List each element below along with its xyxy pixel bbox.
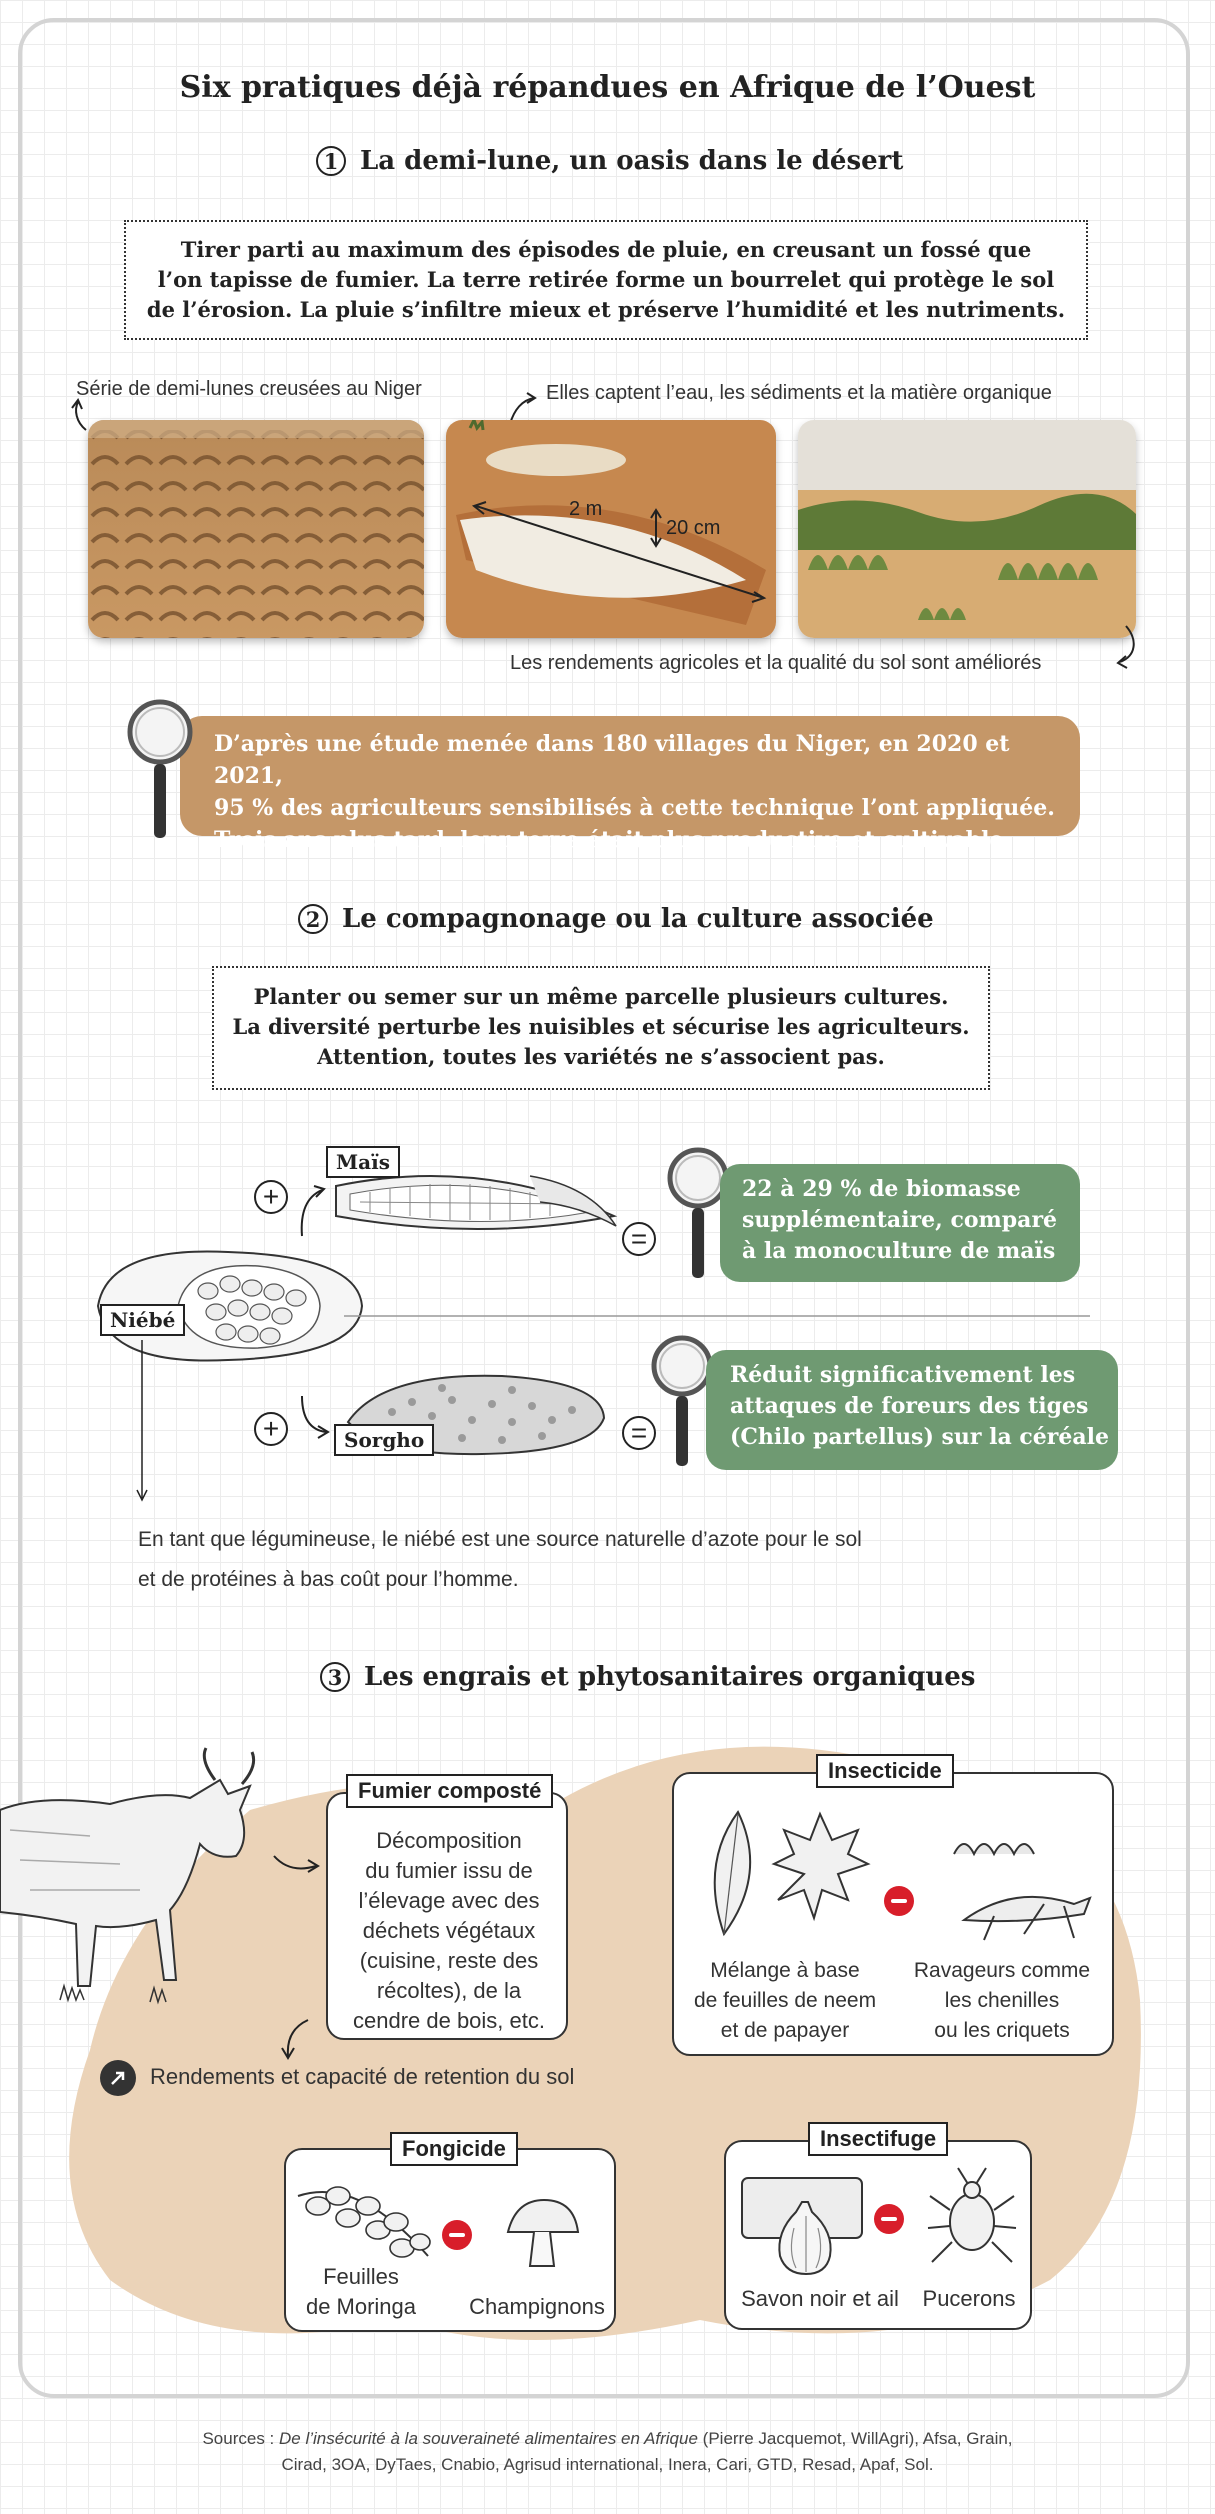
section2-intro-line: La diversité perturbe les nuisibles et sécurise les agriculteurs. [232,1014,970,1039]
result-sorgho-line: attaques de foreurs des tiges [730,1393,1089,1419]
section2-intro-line: Attention, toutes les variétés ne s’associent pas. [317,1044,885,1069]
mushroom-icon [498,2194,588,2274]
fumier-line: du fumier issu de [365,1858,533,1883]
insectifuge-card [724,2140,1032,2330]
section1-intro-line: l’on tapisse de fumier. La terre retirée forme un bourrelet qui protège le sol [157,267,1055,292]
fumier-line: Décomposition [376,1828,522,1853]
caption-captent-eau: Elles captent l’eau, les sédiments et la matière organique [546,382,1052,404]
equals-icon: = [622,1416,656,1450]
minus-icon [874,2204,904,2234]
fumier-line: récoltes), de la [376,1978,522,2003]
soap-garlic-illustration [736,2172,876,2282]
arrow-zebu-fumier [270,1850,330,1880]
sources-prefix: Sources : [202,2429,279,2448]
section1-intro-line: de l’érosion. La pluie s’infiltre mieux et préserve l’humidité et les nutriments. [146,297,1066,322]
sources-line-1 [0,2426,1215,2452]
insecticide-right-line: les chenilles [944,1989,1060,2012]
fumier-line: l’élevage avec des [358,1888,540,1913]
depth-label: 20 cm [666,517,721,539]
fongicide-left-text [286,2262,436,2322]
fongicide-right-text: Champignons [469,2294,605,2319]
insectifuge-title: Insectifuge [808,2122,948,2156]
page-title: Six pratiques déjà répandues en Afrique de l’Ouest [179,70,1036,105]
plus-icon: + [254,1180,288,1214]
study-line: 95 % des agriculteurs sensibilisés à cette technique l’ont appliquée. [214,795,1055,821]
aphid-icon [922,2166,1022,2276]
insecticide-left-text [680,1956,890,2046]
result-mais-line: 22 à 29 % de biomasse [742,1176,1021,1202]
zebu-illustration [0,1740,280,2010]
fumier-title: Fumier composté [346,1774,553,1808]
fongicide-card [284,2148,616,2332]
section3-heading [320,1662,975,1692]
neem-papaya-leaves-illustration [694,1804,894,1944]
insectifuge-right-text: Pucerons [922,2286,1016,2311]
fumier-card [326,1792,568,2040]
niebe-note-line: En tant que légumineuse, le niébé est une source naturelle d’azote pour le sol [138,1528,862,1551]
arrow-fumier-rendements [276,2016,316,2066]
insecticide-left-line: et de papayer [720,2019,850,2042]
niebe-note-line: et de protéines à bas coût pour l’homme. [138,1568,519,1591]
label-mais: Maïs [326,1146,400,1178]
insecticide-title: Insecticide [816,1754,954,1788]
insecticide-left-line: Mélange à base [710,1959,860,1982]
section3-title: Les engrais et phytosanitaires organiques [364,1662,976,1692]
section1-intro-line: Tirer parti au maximum des épisodes de pluie, en creusant un fossé que [180,237,1032,262]
sources [0,2426,1215,2478]
insecticide-left-line: de feuilles de neem [693,1989,877,2012]
study-line: D’après une étude menée dans 180 villages du Niger, en 2020 et 2021, [214,731,1010,789]
result-sorgho-line: Réduit significativement les [730,1362,1076,1388]
label-sorgho: Sorgho [334,1424,434,1456]
width-label: 2 m [569,498,603,520]
section1-title: La demi-lune, un oasis dans le désert [360,146,904,176]
sources-book-title: De l’insécurité à la souveraineté alimentaires en Afrique [279,2429,698,2448]
section2-title: Le compagnonage ou la culture associée [342,904,934,934]
sources-line-2: Cirad, 3OA, DyTaes, Cnabio, Agrisud international, Inera, Cari, GTD, Resad, Apaf, Sol. [281,2455,934,2474]
plus-icon: + [254,1412,288,1446]
rendements-text: Rendements et capacité de retention du sol [150,2064,575,2089]
minus-icon [442,2220,472,2250]
fongicide-left-line: de Moringa [305,2294,417,2319]
result-sorgho-line: (Chilo partellus) sur la céréale [730,1424,1110,1450]
result-mais-line: supplémentaire, comparé [742,1207,1058,1233]
caterpillar-grasshopper-illustration [924,1814,1104,1944]
sources-rest: (Pierre Jacquemot, WillAgri), Afsa, Grain, [697,2429,1013,2448]
insecticide-right-line: ou les criquets [934,2019,1070,2042]
result-sorgho-callout [706,1350,1118,1470]
insecticide-card [672,1772,1114,2056]
fumier-text [328,1826,570,2036]
label-niebe: Niébé [100,1304,185,1336]
fumier-line: (cuisine, reste des [359,1948,539,1973]
moringa-leaves-illustration [288,2166,438,2276]
niebe-note [138,1520,862,1600]
minus-icon [884,1886,914,1916]
fongicide-left-line: Feuilles [323,2264,399,2289]
section2-number: 2 [298,904,328,934]
section2-intro-line: Planter ou semer sur un même parcelle plusieurs cultures. [253,984,949,1009]
section3-number: 3 [320,1662,350,1692]
result-mais-line: à la monoculture de maïs [742,1238,1056,1264]
section1-number: 1 [316,146,346,176]
fongicide-title: Fongicide [390,2132,518,2166]
equals-icon: = [622,1222,656,1256]
insecticide-right-line: Ravageurs comme [913,1959,1091,1982]
trend-up-icon [100,2060,136,2096]
insecticide-right-text [896,1956,1108,2046]
insectifuge-left-text: Savon noir et ail [741,2286,899,2311]
fumier-line: cendre de bois, etc. [352,2008,545,2033]
caption-demi-lunes-niger: Série de demi-lunes creusées au Niger [76,378,422,400]
result-mais-callout [720,1164,1080,1282]
caption-rendements-ameliores: Les rendements agricoles et la qualité du sol sont améliorés [510,652,1042,674]
study-line: Trois ans plus tard, leur terre était plus productive et cultivable. [214,827,1012,853]
fumier-line: déchets végétaux [362,1918,536,1943]
